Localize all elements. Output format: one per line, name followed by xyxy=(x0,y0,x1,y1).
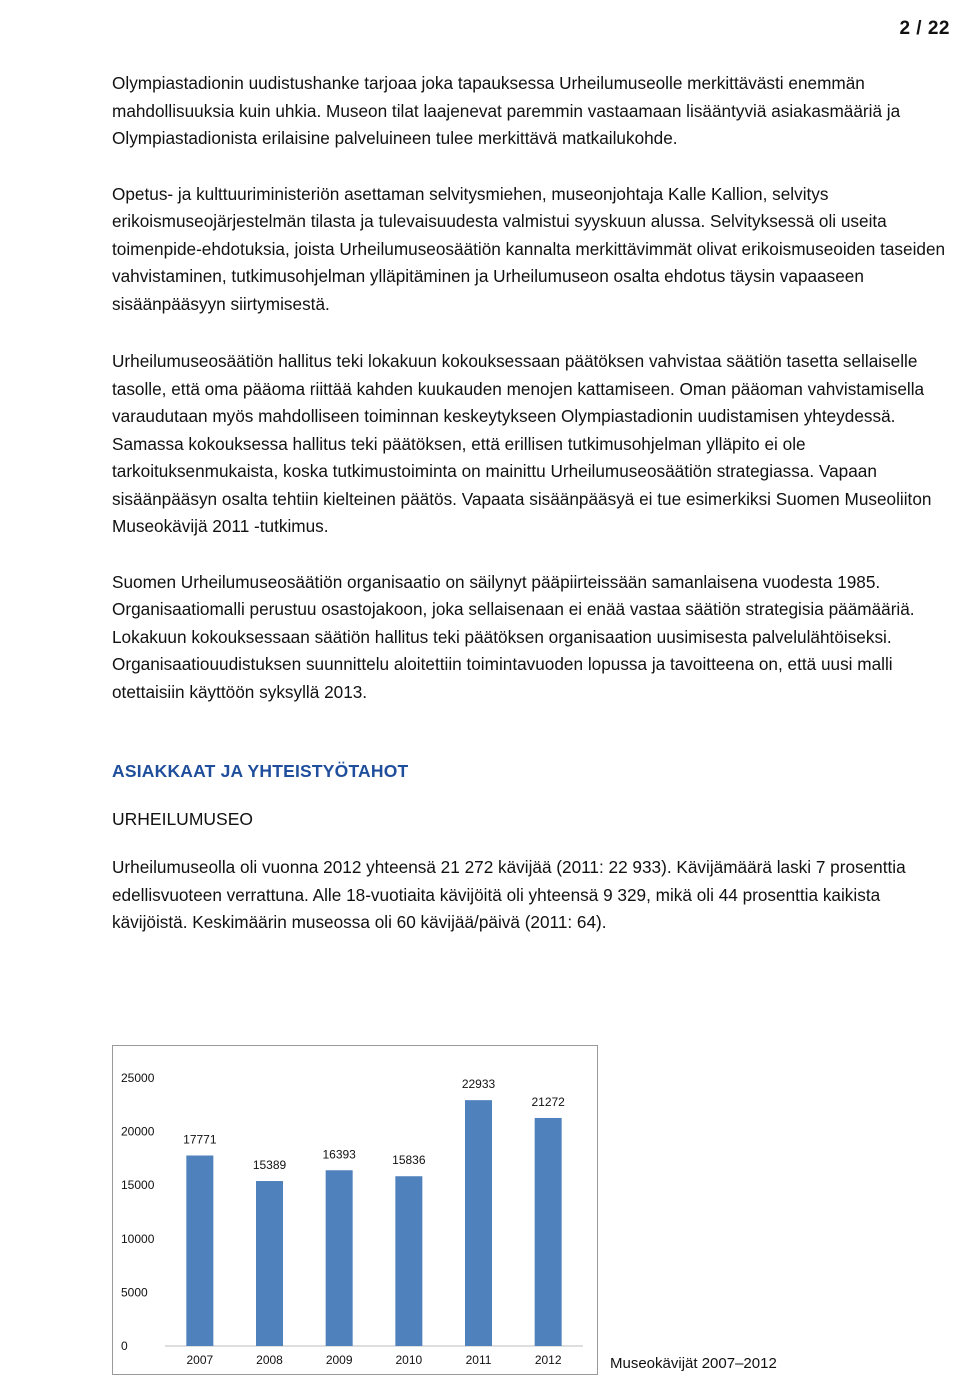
paragraph-board-decision: Urheilumuseosäätiön hallitus teki lokakuun kokouksessaan päätöksen vahvistaa säätiön tasetta sellaiselle tasolle, että oma pääoma riittää kahden kuukauden menojen kattamiseen. Oman pääoman vahvistamisella varaudutaan myös mahdolliseen toiminnan keskeytykseen Olympiastadionin uudistamisen yhteydessä. Samassa kokouksessa hallitus teki päätöksen, että erillisen tutkimusohjelman ylläpito ei ole tarkoituksenmukaista, koska tutkimustoiminta on mainittu Urheilumuseosäätiön strategiassa. Vapaan sisäänpääsyn osalta tehtiin kielteinen päätös. Vapaata sisäänpääsyä ei tue esimerkiksi Suomen Museoliiton Museokävijä 2011 -tutkimus. xyxy=(112,351,932,536)
document-body xyxy=(112,70,954,937)
chart-caption: Museokävijät 2007–2012 xyxy=(610,1355,777,1372)
bar-2010 xyxy=(395,1176,422,1346)
data-label: 15389 xyxy=(252,1158,287,1173)
data-label: 22933 xyxy=(461,1077,496,1092)
paragraph-organisation: Suomen Urheilumuseosäätiön organisaatio on säilynyt pääpiirteissään samanlaisena vuodesta 1985. Organisaatiomalli perustuu osastojakoon, joka sellaisenaan ei enää vastaa säätiön strategisia päämääriä. Lokakuun kokouksessaan säätiön hallitus teki päätöksen organisaation uusimisesta palvelulähtöiseksi. Organisaatiouudistuksen suunnittelu aloitettiin toimintavuoden lopussa ja tavoitteena on, että uusi malli otettaisiin käyttöön syksyllä 2013. xyxy=(112,571,915,702)
bar-2008 xyxy=(256,1181,283,1346)
y-tick-label: 0 xyxy=(121,1339,128,1353)
x-tick-label: 2010 xyxy=(395,1353,423,1367)
paragraph-stadium-renovation: Olympiastadionin uudistushanke tarjoaa joka tapauksessa Urheilumuseolle merkittävästi enemmän mahdollisuuksia kuin uhkia. Museon tilat laajenevat paremmin vastaamaan lisääntyviä asiakasmääriä ja Olympiastadionista erilaisine palveluineen tulee merkittävä matkailukohde. xyxy=(112,73,901,148)
y-tick-label: 25000 xyxy=(121,1071,155,1085)
y-tick-label: 15000 xyxy=(121,1178,155,1193)
y-tick-label: 5000 xyxy=(121,1285,148,1300)
paragraph-visitors: Urheilumuseolla oli vuonna 2012 yhteensä 21 272 kävijää (2011: 22 933). Kävijämäärä laski 7 prosenttia edellisvuoteen verrattuna. Alle 18-vuotiaita kävijöitä oli yhteensä 9 329, mikä oli 44 prosenttia kaikista kävijöistä. Keskimäärin museossa oli 60 kävijää/päivä (2011: 64). xyxy=(112,857,906,932)
x-tick-label: 2008 xyxy=(256,1353,283,1367)
data-label: 16393 xyxy=(322,1147,356,1162)
bar-2012 xyxy=(535,1118,562,1346)
y-tick-label: 10000 xyxy=(121,1231,155,1246)
visitor-chart xyxy=(112,1045,598,1375)
page-number: 2 / 22 xyxy=(899,18,950,39)
y-tick-label: 20000 xyxy=(121,1124,155,1139)
data-label: 21272 xyxy=(531,1094,565,1109)
data-label: 17771 xyxy=(183,1132,217,1147)
paragraph-ministry-report: Opetus- ja kulttuuriministeriön asettaman selvitysmiehen, museonjohtaja Kalle Kallion, selvitys erikoismuseojärjestelmän tilasta ja tulevaisuudesta valmistui syyskuun alussa. Selvityksessä oli useita toimenpide-ehdotuksia, joista Urheilumuseosäätiön kannalta merkittävimmät olivat erikoismuseoiden taseiden vahvistaminen, tutkimusohjelman ylläpitäminen ja Urheilumuseon osalta ehdotus täysin vapaaseen sisäänpääsyyn siirtymisestä. xyxy=(112,183,946,314)
section-heading: ASIAKKAAT JA YHTEISTYÖTAHOT xyxy=(112,761,409,781)
sub-heading: URHEILUMUSEO xyxy=(112,809,253,829)
x-tick-label: 2007 xyxy=(186,1353,214,1367)
x-tick-label: 2012 xyxy=(534,1353,562,1367)
x-tick-label: 2011 xyxy=(465,1353,492,1367)
bar-2007 xyxy=(186,1155,213,1346)
x-tick-label: 2009 xyxy=(325,1353,353,1367)
chart-canvas xyxy=(113,1046,597,1374)
bar-2011 xyxy=(465,1100,492,1346)
data-label: 15836 xyxy=(392,1153,426,1168)
bar-2009 xyxy=(326,1170,353,1346)
